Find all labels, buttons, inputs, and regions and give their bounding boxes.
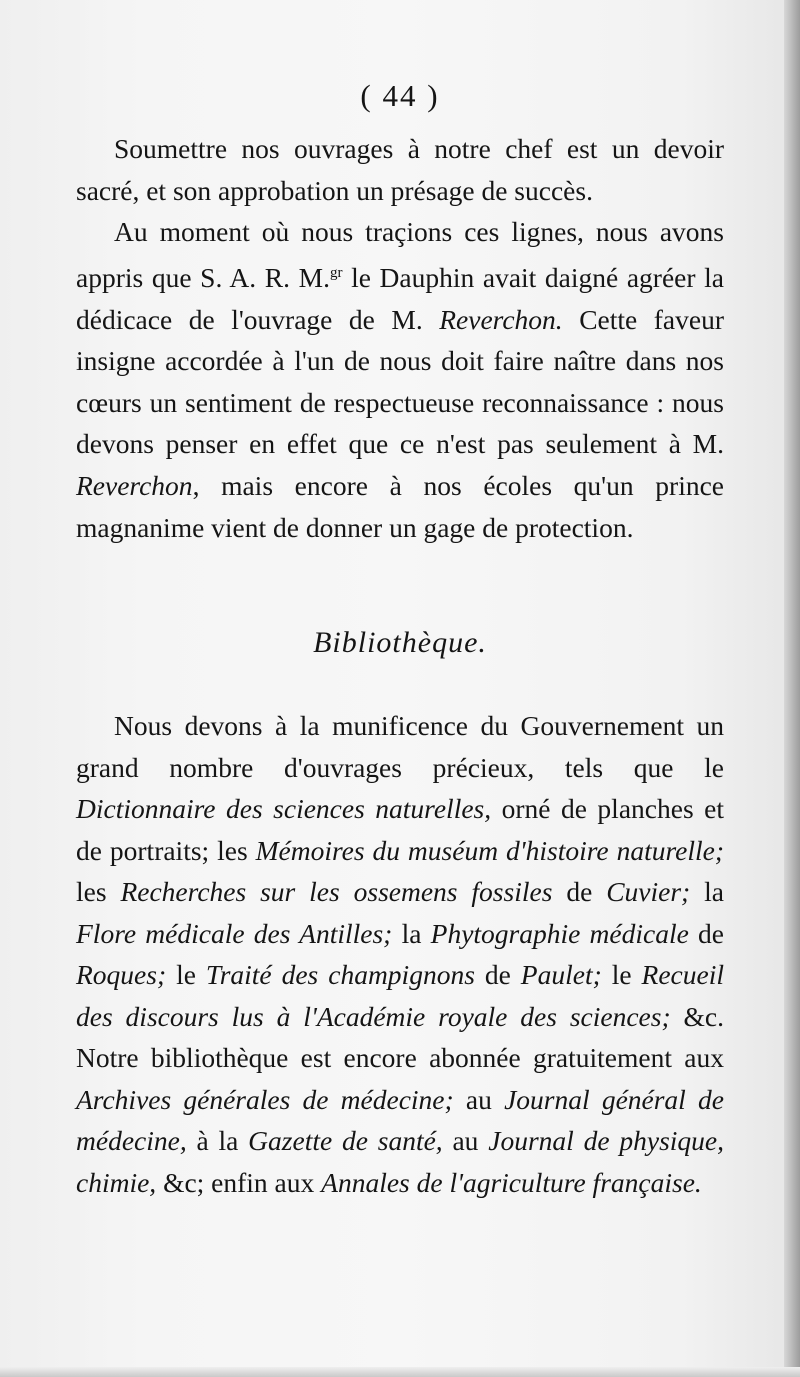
text-run: au (442, 1125, 489, 1156)
text-run: de (474, 959, 521, 990)
text-run: &c; enfin aux (156, 1166, 322, 1198)
text-run: &c. Notre bibliothèque est encore abonnée gratuitement aux (76, 1000, 724, 1073)
text-run: le Dauphin avait daigné agréer la dédicace de l'ouvrage de M. (76, 261, 725, 335)
italic-title: Recherches sur les ossemens fossiles (120, 876, 553, 907)
italic-name-reverchon: Reverchon. (439, 303, 563, 335)
text-run: , mais encore à nos écoles qu'un prince magnanime vient de donner un gage de protection. (76, 469, 724, 543)
library-text (76, 705, 724, 1203)
text-run: le (166, 959, 206, 990)
text-run: Nous devons à la munificence du Gouvernement un grand nombre d'ouvrages précieux, tels que le (76, 710, 724, 783)
page-edge-shadow (784, 0, 800, 1377)
superscript-gr: gr (329, 264, 343, 281)
text-run: de (552, 876, 607, 907)
text-run: Au moment où nous traçions ces lignes, nous avons appris que S. A. R. M. (76, 216, 724, 293)
paragraph-approbation: Soumettre nos ouvrages à notre chef est un devoir sacré, et son approbation un présage de succès. (76, 133, 724, 206)
italic-name-reverchon: Reverchon (76, 469, 193, 501)
text-run: le (601, 959, 642, 990)
text-run: orné de planches et de portraits; les (76, 793, 724, 866)
text-run: Cette faveur insigne accordée à l'un de nous doit faire naître dans nos cœurs un sentiment de respectueuse reconnaissance : nous devons penser en effet que ce n'est pas seulement à M. (76, 303, 724, 460)
page-bottom-edge (0, 1367, 800, 1377)
paragraph-dedicace (76, 211, 724, 548)
section-heading-bibliotheque: Bibliothèque. (313, 626, 487, 659)
text-run: à la (186, 1125, 249, 1156)
intro-text (76, 128, 724, 548)
paragraph-bibliotheque (76, 705, 724, 1203)
italic-title: Flore médicale des Antilles; (76, 917, 393, 949)
italic-title: Journal de physique, chimie, (76, 1125, 724, 1198)
italic-author: Roques; (76, 959, 167, 990)
page-number: ( 44 ) (360, 78, 440, 113)
italic-title: Traité des champignons (205, 959, 475, 990)
italic-title: Mémoires du muséum d'histoire naturelle; (255, 834, 724, 866)
italic-author: Cuvier; (606, 876, 691, 907)
text-run: la (392, 917, 431, 949)
text-run: la (690, 876, 724, 907)
italic-title: Archives générales de médecine; (76, 1083, 454, 1115)
italic-title: Dictionnaire des sciences naturelles, (76, 793, 492, 824)
text-run: les (76, 876, 121, 907)
italic-title: Annales de l'agriculture française. (321, 1166, 702, 1198)
italic-title: Phytographie médicale (430, 917, 689, 949)
text-run: de (688, 917, 724, 949)
italic-title: Gazette de santé, (248, 1125, 443, 1156)
italic-title: Recueil des discours lus à l'Académie royale des sciences; (76, 959, 724, 1032)
text-run: au (453, 1083, 505, 1115)
italic-author: Paulet; (520, 959, 602, 990)
italic-title: Journal général de médecine, (76, 1083, 724, 1156)
